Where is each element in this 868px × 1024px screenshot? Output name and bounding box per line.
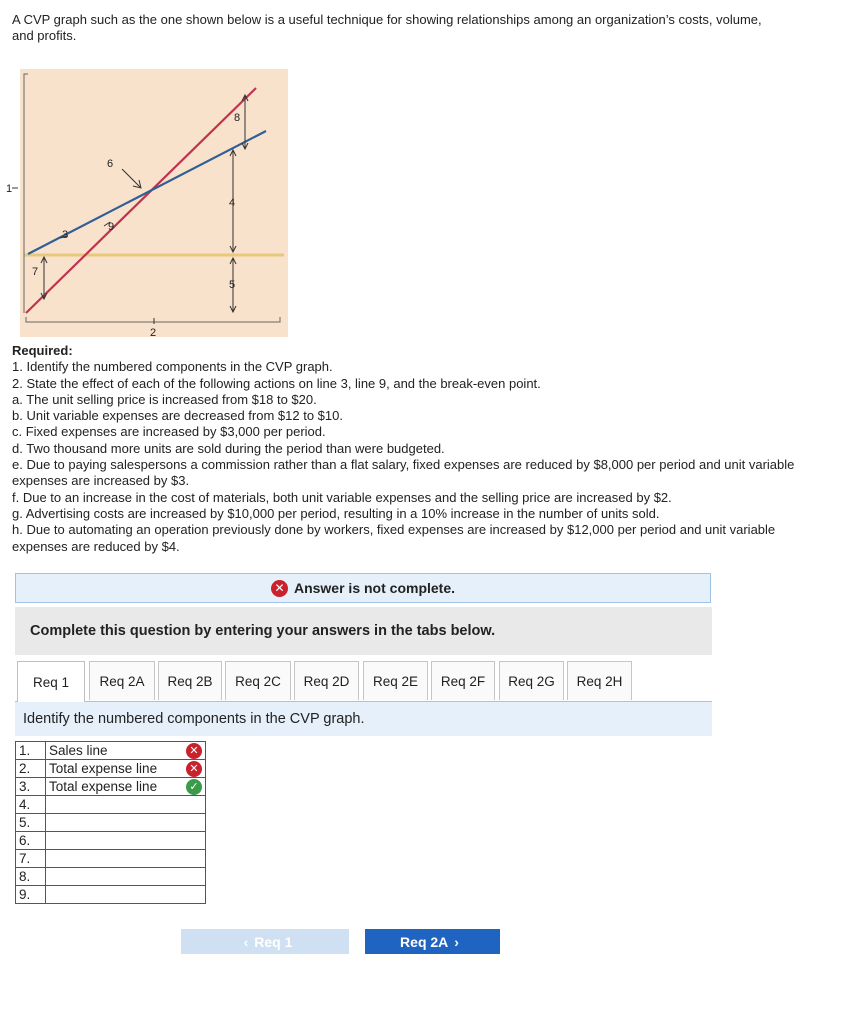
- answer-status-text: Answer is not complete.: [293, 580, 456, 596]
- graph-label-6: 6: [107, 158, 114, 170]
- table-row: [16, 868, 206, 886]
- required-line: c. Fixed expenses are increased by $3,000 per period.: [12, 424, 326, 440]
- required-line: a. The unit selling price is increased from $18 to $20.: [12, 391, 317, 407]
- tab-req-2a[interactable]: Req 2A: [89, 661, 155, 700]
- answer-cell[interactable]: [46, 742, 206, 760]
- instruction-text: Complete this question by entering your answers in the tabs below.: [30, 623, 496, 639]
- instruction-banner: [15, 607, 712, 655]
- answer-value: Total expense line: [49, 761, 158, 776]
- graph-label-3: 3: [62, 229, 69, 241]
- table-row: [16, 814, 206, 832]
- answer-cell[interactable]: [46, 796, 206, 814]
- x-circle-icon: ✕: [271, 580, 288, 597]
- table-row: [16, 778, 206, 796]
- tab-req-2h[interactable]: Req 2H: [567, 661, 632, 700]
- required-line: d. Two thousand more units are sold during the period than were budgeted.: [12, 440, 445, 456]
- graph-label-5: 5: [229, 279, 236, 291]
- chevron-right-icon: ›: [454, 933, 459, 950]
- next-req-label: Req 2A: [400, 933, 449, 950]
- answer-cell[interactable]: [46, 886, 206, 904]
- table-row: [16, 850, 206, 868]
- row-number: 6.: [16, 832, 46, 850]
- requirements: [12, 343, 812, 555]
- required-line: h. Due to automating an operation previously done by workers, fixed expenses are increased by $12,000 per period and unit variable expenses are reduced by $4.: [12, 522, 776, 554]
- row-number: 7.: [16, 850, 46, 868]
- required-line: b. Unit variable expenses are decreased from $12 to $10.: [12, 408, 343, 424]
- answer-cell[interactable]: [46, 760, 206, 778]
- answer-cell[interactable]: [46, 850, 206, 868]
- graph-background: [20, 69, 288, 337]
- graph-label-4: 4: [229, 197, 236, 209]
- incorrect-icon: ✕: [186, 761, 202, 777]
- tab-req-2c[interactable]: Req 2C: [225, 661, 291, 700]
- graph-label-7: 7: [32, 266, 39, 278]
- table-row: [16, 760, 206, 778]
- table-row: [16, 742, 206, 760]
- graph-label-8: 8: [234, 112, 241, 124]
- required-heading: Required:: [12, 343, 73, 358]
- row-number: 5.: [16, 814, 46, 832]
- tab-bar: [15, 661, 712, 702]
- answer-cell[interactable]: [46, 832, 206, 850]
- table-row: [16, 796, 206, 814]
- tab-req-2e[interactable]: Req 2E: [363, 661, 428, 700]
- tab-prompt-text: Identify the numbered components in the CVP graph.: [23, 711, 365, 727]
- tab-prompt: [15, 702, 712, 736]
- graph-label-2: 2: [150, 327, 157, 339]
- table-row: [16, 886, 206, 904]
- tab-req-2f[interactable]: Req 2F: [431, 661, 495, 700]
- prev-req-button[interactable]: [181, 929, 349, 954]
- row-number: 2.: [16, 760, 46, 778]
- answer-value: Total expense line: [49, 779, 158, 794]
- required-line: 2. State the effect of each of the following actions on line 3, line 9, and the break-even point.: [12, 375, 541, 391]
- answer-cell[interactable]: [46, 868, 206, 886]
- tab-req-2b[interactable]: Req 2B: [158, 661, 222, 700]
- incorrect-icon: ✕: [186, 743, 202, 759]
- row-number: 8.: [16, 868, 46, 886]
- row-number: 4.: [16, 796, 46, 814]
- required-line: 1. Identify the numbered components in the CVP graph.: [12, 359, 333, 375]
- row-number: 3.: [16, 778, 46, 796]
- graph-label-9: 9: [108, 221, 115, 233]
- row-number: 9.: [16, 886, 46, 904]
- tab-req-2g[interactable]: Req 2G: [499, 661, 564, 700]
- next-req-button[interactable]: [365, 929, 500, 954]
- answer-cell[interactable]: [46, 778, 206, 796]
- chevron-left-icon: ‹: [243, 933, 249, 950]
- cvp-graph: [4, 66, 294, 342]
- required-line: g. Advertising costs are increased by $10,000 per period, resulting in a 10% increase in the number of units sold.: [12, 505, 660, 521]
- graph-label-1: 1: [6, 183, 13, 195]
- required-line: f. Due to an increase in the cost of materials, both unit variable expenses and the selling price are increased by $2.: [12, 489, 672, 505]
- tab-req-2d[interactable]: Req 2D: [294, 661, 359, 700]
- answer-cell[interactable]: [46, 814, 206, 832]
- answer-table: [15, 741, 206, 904]
- answer-status-banner: [15, 573, 711, 603]
- correct-check-icon: ✓: [186, 779, 202, 795]
- required-line: e. Due to paying salespersons a commission rather than a flat salary, fixed expenses are reduced by $8,000 per period and unit variable expenses are increased by $3.: [12, 457, 795, 489]
- answer-value: Sales line: [49, 743, 108, 758]
- tab-req-1[interactable]: Req 1: [17, 661, 85, 702]
- row-number: 1.: [16, 742, 46, 760]
- prev-req-label: Req 1: [254, 933, 293, 950]
- table-row: [16, 832, 206, 850]
- intro-text: A CVP graph such as the one shown below is a useful technique for showing relationships among an organization’s costs, volume, and profits.: [12, 12, 762, 43]
